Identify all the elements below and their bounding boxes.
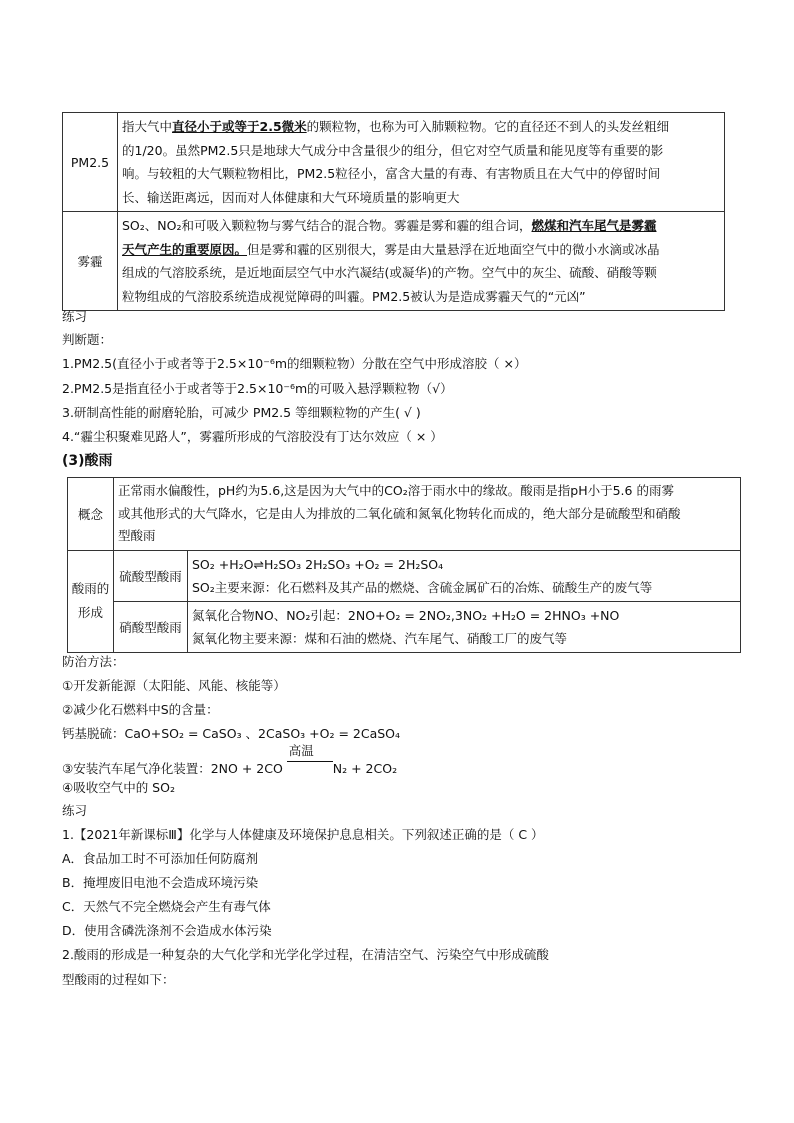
prevention-item-1: ①开发新能源（太阳能、风能、核能等） — [62, 678, 286, 693]
concept-label: 概念 — [68, 478, 114, 551]
judgement-item-3: 3.研制高性能的耐磨轮胎，可减少 PM2.5 等细颗粒物的产生( √ ) — [62, 405, 421, 420]
option-b: B．掩埋废旧电池不会造成环境污染 — [62, 875, 259, 890]
nitric-label: 硝酸型酸雨 — [114, 601, 188, 652]
practice-title-1: 练习 — [62, 309, 88, 324]
pm25-label: PM2.5 — [63, 113, 118, 212]
haze-label: 雾霾 — [63, 212, 118, 311]
formation-label: 酸雨的 形成 — [68, 550, 114, 652]
haze-emphasis-1: 燃煤和汽车尾气是雾霾 — [531, 218, 657, 233]
judgement-subtitle: 判断题： — [62, 332, 113, 347]
concept-line-2: 或其他形式的大气降水，它是由人为排放的二氧化硫和氮氧化物转化而成的，绝大部分是硫酸型和硝酸 — [118, 505, 681, 521]
prevention-item-2: ②减少化石燃料中S的含量： — [62, 702, 219, 717]
nitric-source: 氮氧化物主要来源：煤和石油的燃烧、汽车尾气、硝酸工厂的废气等 — [192, 630, 568, 646]
pm25-row — [63, 113, 725, 212]
pm25-line-3: 响。与较粗的大气颗粒物相比，PM2.5粒径小，富含大量的有毒、有害物质且在大气中的停留时间 — [122, 166, 661, 181]
judgement-item-1: 1.PM2.5(直径小于或者等于2.5×10⁻⁶m的细颗粒物）分散在空气中形成溶胶（ ×） — [62, 356, 527, 371]
question-1: 1.【2021年新课标Ⅲ】化学与人体健康及环境保护息息相关。下列叙述正确的是（ C ） — [62, 827, 544, 842]
haze-line-2: 天气产生的重要原因。但是雾和霾的区别很大，雾是由大量悬浮在近地面空气中的微小水滴或冰晶 — [122, 241, 660, 257]
sulfuric-equation: SO₂ +H₂O⇌H₂SO₃ 2H₂SO₃ +O₂ = 2H₂SO₄ — [192, 556, 444, 572]
pollutant-table — [62, 112, 725, 311]
question-2-line-2: 型酸雨的过程如下： — [62, 972, 175, 987]
acid-rain-table — [67, 477, 741, 653]
nitric-row — [68, 601, 741, 652]
option-c: C．天然气不完全燃烧会产生有毒气体 — [62, 899, 271, 914]
haze-row — [63, 212, 725, 311]
concept-line-3: 型酸雨 — [118, 528, 156, 543]
haze-line-3: 组成的气溶胶系统，是近地面层空气中水汽凝结(或凝华)的产物。空气中的灰尘、硫酸、硝酸等颗 — [122, 265, 657, 280]
sulfuric-row — [68, 550, 741, 601]
prevention-item-2-detail: 钙基脱硫：CaO+SO₂ = CaSO₃ 、2CaSO₃ +O₂ = 2CaSO₄ — [62, 726, 401, 741]
option-a: A．食品加工时不可添加任何防腐剂 — [62, 851, 259, 866]
prevention-item-3: ③安装汽车尾气净化装置：2NO + 2CO 高温 N₂ + 2CO₂ — [62, 743, 398, 776]
reaction-arrow — [287, 743, 333, 773]
nitric-equation: 氮氧化合物NO、NO₂引起：2NO+O₂ = 2NO₂,3NO₂ +H₂O = 2HNO₃ +NO — [192, 607, 620, 623]
haze-line-4: 粒物组成的气溶胶系统造成视觉障碍的叫霾。PM2.5被认为是造成雾霾天气的“元凶” — [122, 288, 586, 304]
judgement-item-4: 4.“霾尘积聚难见路人”，雾霾所形成的气溶胶没有丁达尔效应（ × ） — [62, 429, 443, 444]
pm25-line-4: 长、输送距离远，因而对人体健康和大气环境质量的影响更大 — [122, 189, 460, 205]
prevention-item-4: ④吸收空气中的 SO₂ — [62, 780, 175, 795]
pm25-line-1: 指大气中直径小于或等于2.5微米的颗粒物，也称为可入肺颗粒物。它的直径还不到人的头发丝粗细 — [122, 119, 670, 134]
concept-row — [68, 478, 741, 551]
practice-title-2: 练习 — [62, 803, 88, 818]
option-d: D．使用含磷洗涤剂不会造成水体污染 — [62, 923, 272, 938]
haze-emphasis-2: 天气产生的重要原因。 — [122, 241, 248, 257]
question-2-line-1: 2.酸雨的形成是一种复杂的大气化学和光学化学过程，在清洁空气、污染空气中形成硫酸 — [62, 947, 549, 962]
reaction-condition: 高温 — [288, 743, 314, 758]
sulfuric-label: 硫酸型酸雨 — [114, 550, 188, 601]
pm25-emphasis: 直径小于或等于2.5微米 — [172, 119, 307, 134]
haze-line-1: SO₂、NO₂和可吸入颗粒物与雾气结合的混合物。雾霾是雾和霾的组合词，燃煤和汽车尾气是雾霾 — [122, 218, 657, 233]
judgement-item-2: 2.PM2.5是指直径小于或者等于2.5×10⁻⁶m的可吸入悬浮颗粒物（√） — [62, 381, 453, 396]
prevention-title: 防治方法： — [62, 654, 125, 669]
sulfuric-source: SO₂主要来源：化石燃料及其产品的燃烧、含硫金属矿石的冶炼、硫酸生产的废气等 — [192, 579, 653, 595]
pm25-line-2: 的1/20。虽然PM2.5只是地球大气成分中含量很少的组分，但它对空气质量和能见度等有重要的影 — [122, 142, 664, 158]
acid-rain-heading: (3)酸雨 — [62, 453, 113, 469]
concept-line-1: 正常雨水偏酸性，pH约为5.6,这是因为大气中的CO₂溶于雨水中的缘故。酸雨是指pH小于5.6 的雨雾 — [118, 483, 674, 498]
